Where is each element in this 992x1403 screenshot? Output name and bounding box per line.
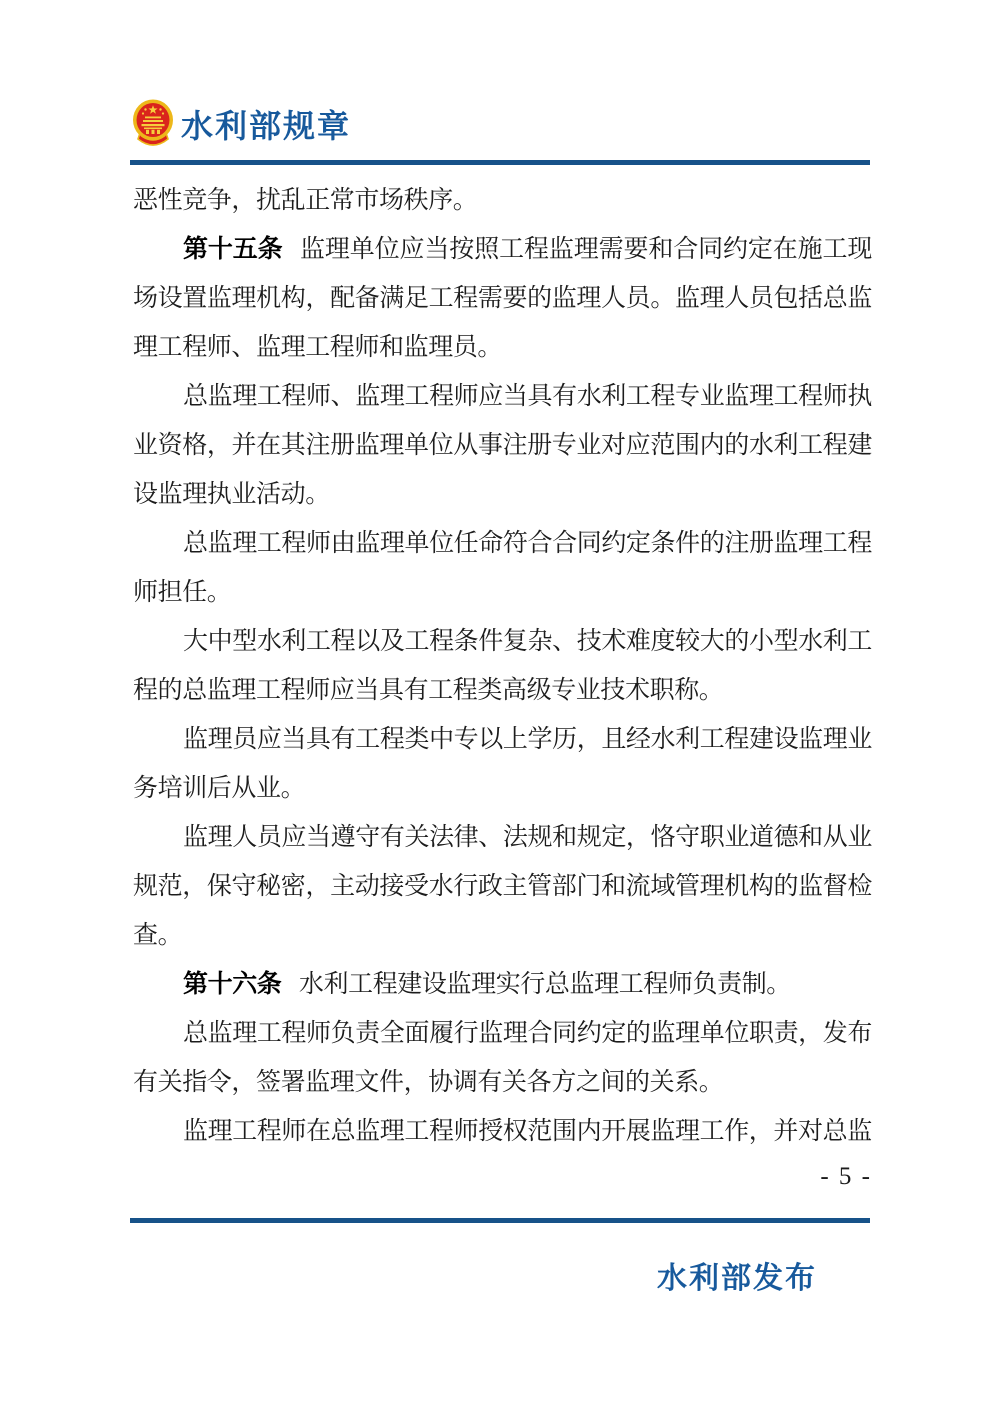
paragraph-text: 水利工程建设监理实行总监理工程师负责制。 [298,971,791,998]
page-title: 水利部规章 [181,108,352,144]
paragraph-text: 监理人员应当遵守有关法律、法规和规定，恪守职业道德和从业规范，保守秘密，主动接受水行政主管部门和流域管理机构的监督检查。 [133,824,872,949]
national-emblem-icon [132,99,174,149]
page-header [132,99,351,149]
paragraph [133,519,872,617]
paragraph [133,1009,872,1107]
paragraph [133,1107,872,1156]
article-number: 第十五条 [183,235,283,263]
paragraph-text: 监理单位应当按照工程监理需要和合同约定在施工现场设置监理机构，配备满足工程需要的监理人员。监理人员包括总监理工程师、监理工程师和监理员。 [133,236,872,361]
paragraph [133,715,872,813]
paragraph [133,960,872,1009]
paragraph-text: 大中型水利工程以及工程条件复杂、技术难度较大的小型水利工程的总监理工程师应当具有工程类高级专业技术职称。 [133,628,872,704]
document-body [133,176,872,1156]
paragraph-text: 总监理工程师由监理单位任命符合合同约定条件的注册监理工程师担任。 [133,530,872,606]
paragraph [133,617,872,715]
paragraph [133,176,872,225]
page-number: - 5 - [820,1163,872,1190]
paragraph-text: 恶性竞争，扰乱正常市场秩序。 [133,187,478,214]
article-number: 第十六条 [183,970,282,998]
paragraph-text: 总监理工程师负责全面履行监理合同约定的监理单位职责，发布有关指令，签署监理文件，协调有关各方之间的关系。 [133,1020,872,1096]
paragraph-text: 总监理工程师、监理工程师应当具有水利工程专业监理工程师执业资格，并在其注册监理单位从事注册专业对应范围内的水利工程建设监理执业活动。 [133,383,872,508]
footer-rule [130,1218,870,1223]
paragraph-text: 监理员应当具有工程类中专以上学历，且经水利工程建设监理业务培训后从业。 [133,726,872,802]
paragraph [133,372,872,519]
paragraph-text: 监理工程师在总监理工程师授权范围内开展监理工作，并对总监 [183,1118,872,1145]
paragraph [133,813,872,960]
header-rule [130,160,870,165]
publisher-label: 水利部发布 [657,1262,817,1295]
paragraph [133,225,872,372]
